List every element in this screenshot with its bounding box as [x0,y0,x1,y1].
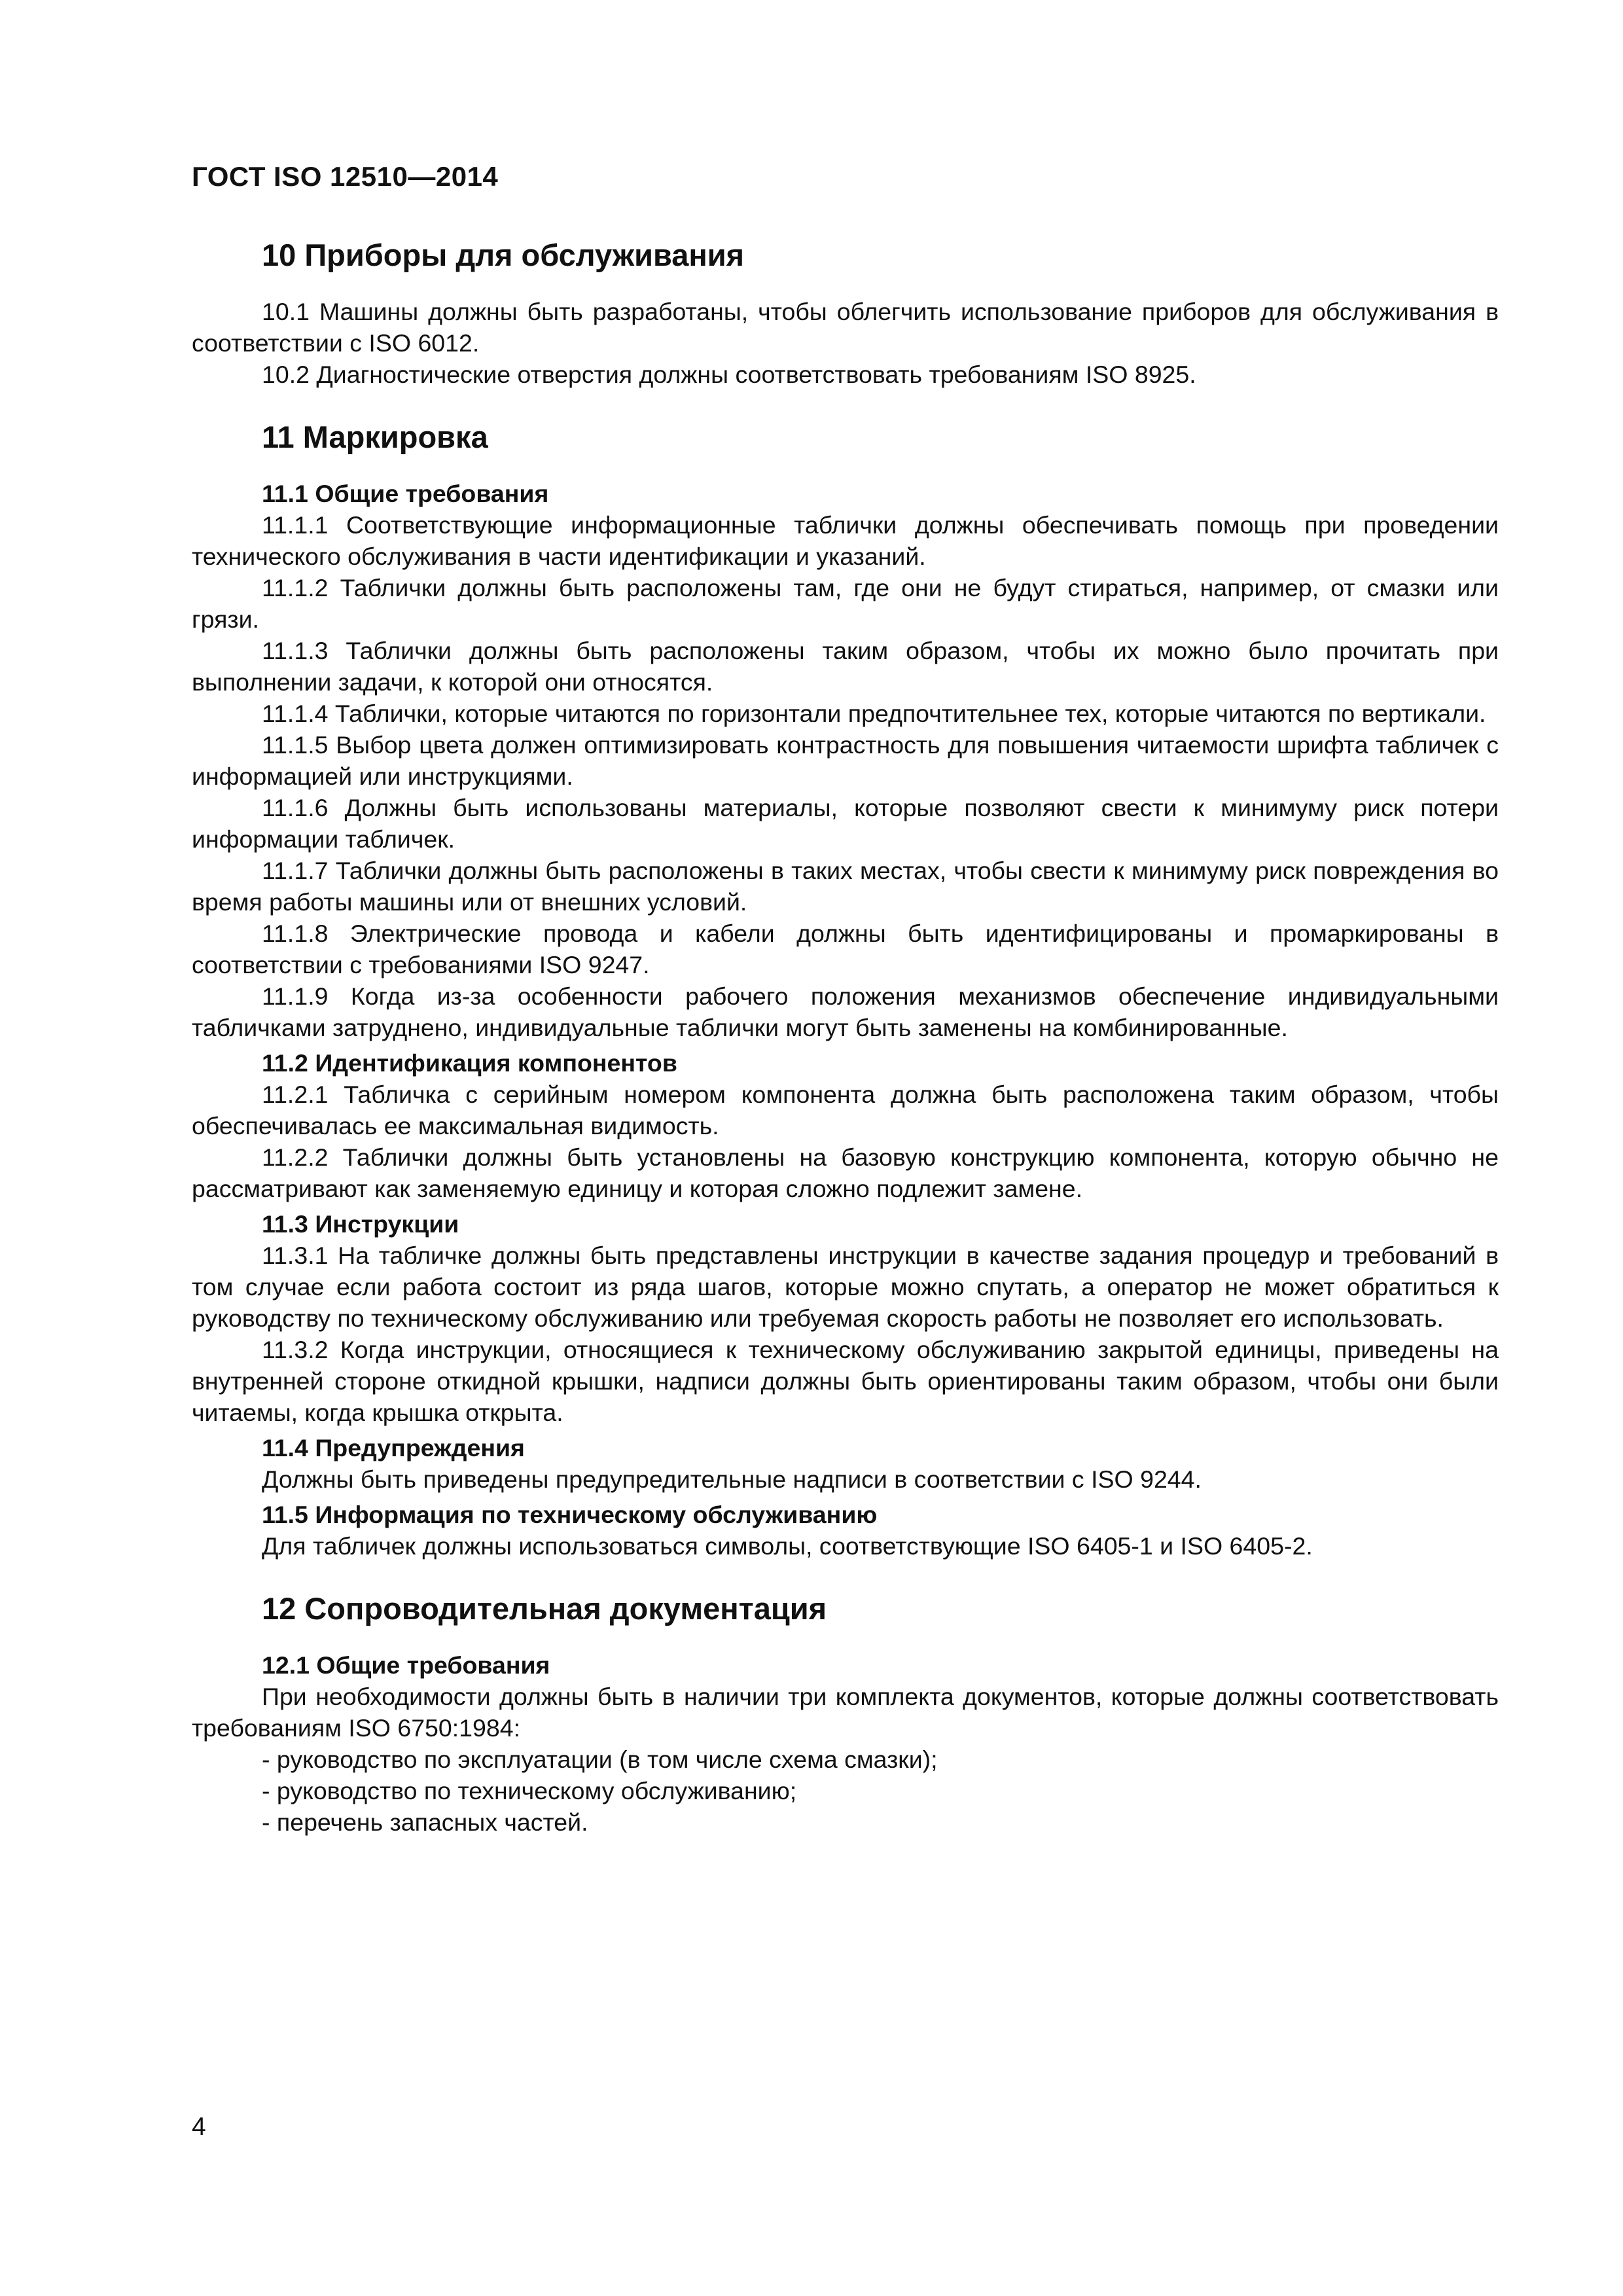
paragraph-12-1: При необходимости должны быть в наличии три комплекта документов, которые должны соответствовать требованиям ISO 6750:1984: [192,1683,1499,1742]
page-content [192,216,1499,1838]
paragraph-11-4: Должны быть приведены предупредительные надписи в соответствии с ISO 9244. [262,1465,1202,1493]
subsection-11-2-heading: 11.2 Идентификация компонентов [262,1049,677,1077]
paragraph-11-1-3: 11.1.3 Таблички должны быть расположены таким образом, чтобы их можно было прочитать при выполнении задачи, к которой они относятся. [192,637,1499,696]
subsection-11-3-heading: 11.3 Инструкции [262,1210,459,1238]
paragraph-11-1-4: 11.1.4 Таблички, которые читаются по горизонтали предпочтительнее тех, которые читаются по вертикали. [262,700,1486,727]
page-number: 4 [192,2113,206,2141]
paragraph-11-5: Для табличек должны использоваться символы, соответствующие ISO 6405-1 и ISO 6405-2. [262,1532,1313,1560]
paragraph-11-2-2: 11.2.2 Таблички должны быть установлены на базовую конструкцию компонента, которую обычно не рассматривают как заменяемую единицу и которая сложно подлежит замене. [192,1143,1499,1202]
subsection-12-1-heading: 12.1 Общие требования [262,1651,550,1679]
paragraph-10-2: 10.2 Диагностические отверстия должны соответствовать требованиям ISO 8925. [262,361,1196,388]
section-10-heading: 10 Приборы для обслуживания [262,238,745,272]
paragraph-10-1: 10.1 Машины должны быть разработаны, чтобы облегчить использование приборов для обслуживания в соответствии с ISO 6012. [192,298,1499,357]
paragraph-11-3-2: 11.3.2 Когда инструкции, относящиеся к техническому обслуживанию закрытой единицы, приведены на внутренней стороне откидной крышки, надписи должны быть ориентированы таким образом, чтобы они были читаемы, когда крышка открыта. [192,1336,1499,1426]
paragraph-11-2-1: 11.2.1 Табличка с серийным номером компонента должна быть расположена таким образом, чтобы обеспечивалась ее максимальная видимость. [192,1081,1499,1139]
subsection-11-4-heading: 11.4 Предупреждения [262,1434,525,1462]
paragraph-11-1-8: 11.1.8 Электрические провода и кабели должны быть идентифицированы и промаркированы в соответствии с требованиями ISO 9247. [192,920,1499,978]
list-item: - руководство по техническому обслуживанию; [262,1777,797,1804]
document-id-header: ГОСТ ISO 12510—2014 [192,161,499,192]
list-item: - перечень запасных частей. [262,1808,588,1836]
paragraph-11-1-5: 11.1.5 Выбор цвета должен оптимизировать контрастность для повышения читаемости шрифта табличек с информацией или инструкциями. [192,731,1499,790]
paragraph-11-1-9: 11.1.9 Когда из-за особенности рабочего положения механизмов обеспечение индивидуальными табличками затруднено, индивидуальные таблички могут быть заменены на комбинированные. [192,982,1499,1041]
section-12-heading: 12 Сопроводительная документация [262,1591,827,1626]
paragraph-11-1-6: 11.1.6 Должны быть использованы материалы, которые позволяют свести к минимуму риск потери информации табличек. [192,794,1499,853]
subsection-11-5-heading: 11.5 Информация по техническому обслуживанию [262,1501,878,1528]
paragraph-11-3-1: 11.3.1 На табличке должны быть представлены инструкции в качестве задания процедур и требований в том случае если работа состоит из ряда шагов, которые можно спутать, а оператор не может обратиться к руководству по техническому обслуживанию или требуемая скорость работы не позволяет его использовать. [192,1242,1499,1332]
subsection-11-1-heading: 11.1 Общие требования [262,480,549,507]
paragraph-11-1-1: 11.1.1 Соответствующие информационные таблички должны обеспечивать помощь при проведении технического обслуживания в части идентификации и указаний. [192,511,1499,570]
paragraph-11-1-7: 11.1.7 Таблички должны быть расположены в таких местах, чтобы свести к минимуму риск повреждения во время работы машины или от внешних условий. [192,857,1499,916]
section-11-heading: 11 Маркировка [262,420,488,454]
paragraph-11-1-2: 11.1.2 Таблички должны быть расположены там, где они не будут стираться, например, от смазки или грязи. [192,574,1499,633]
list-item: - руководство по эксплуатации (в том числе схема смазки); [262,1746,938,1773]
